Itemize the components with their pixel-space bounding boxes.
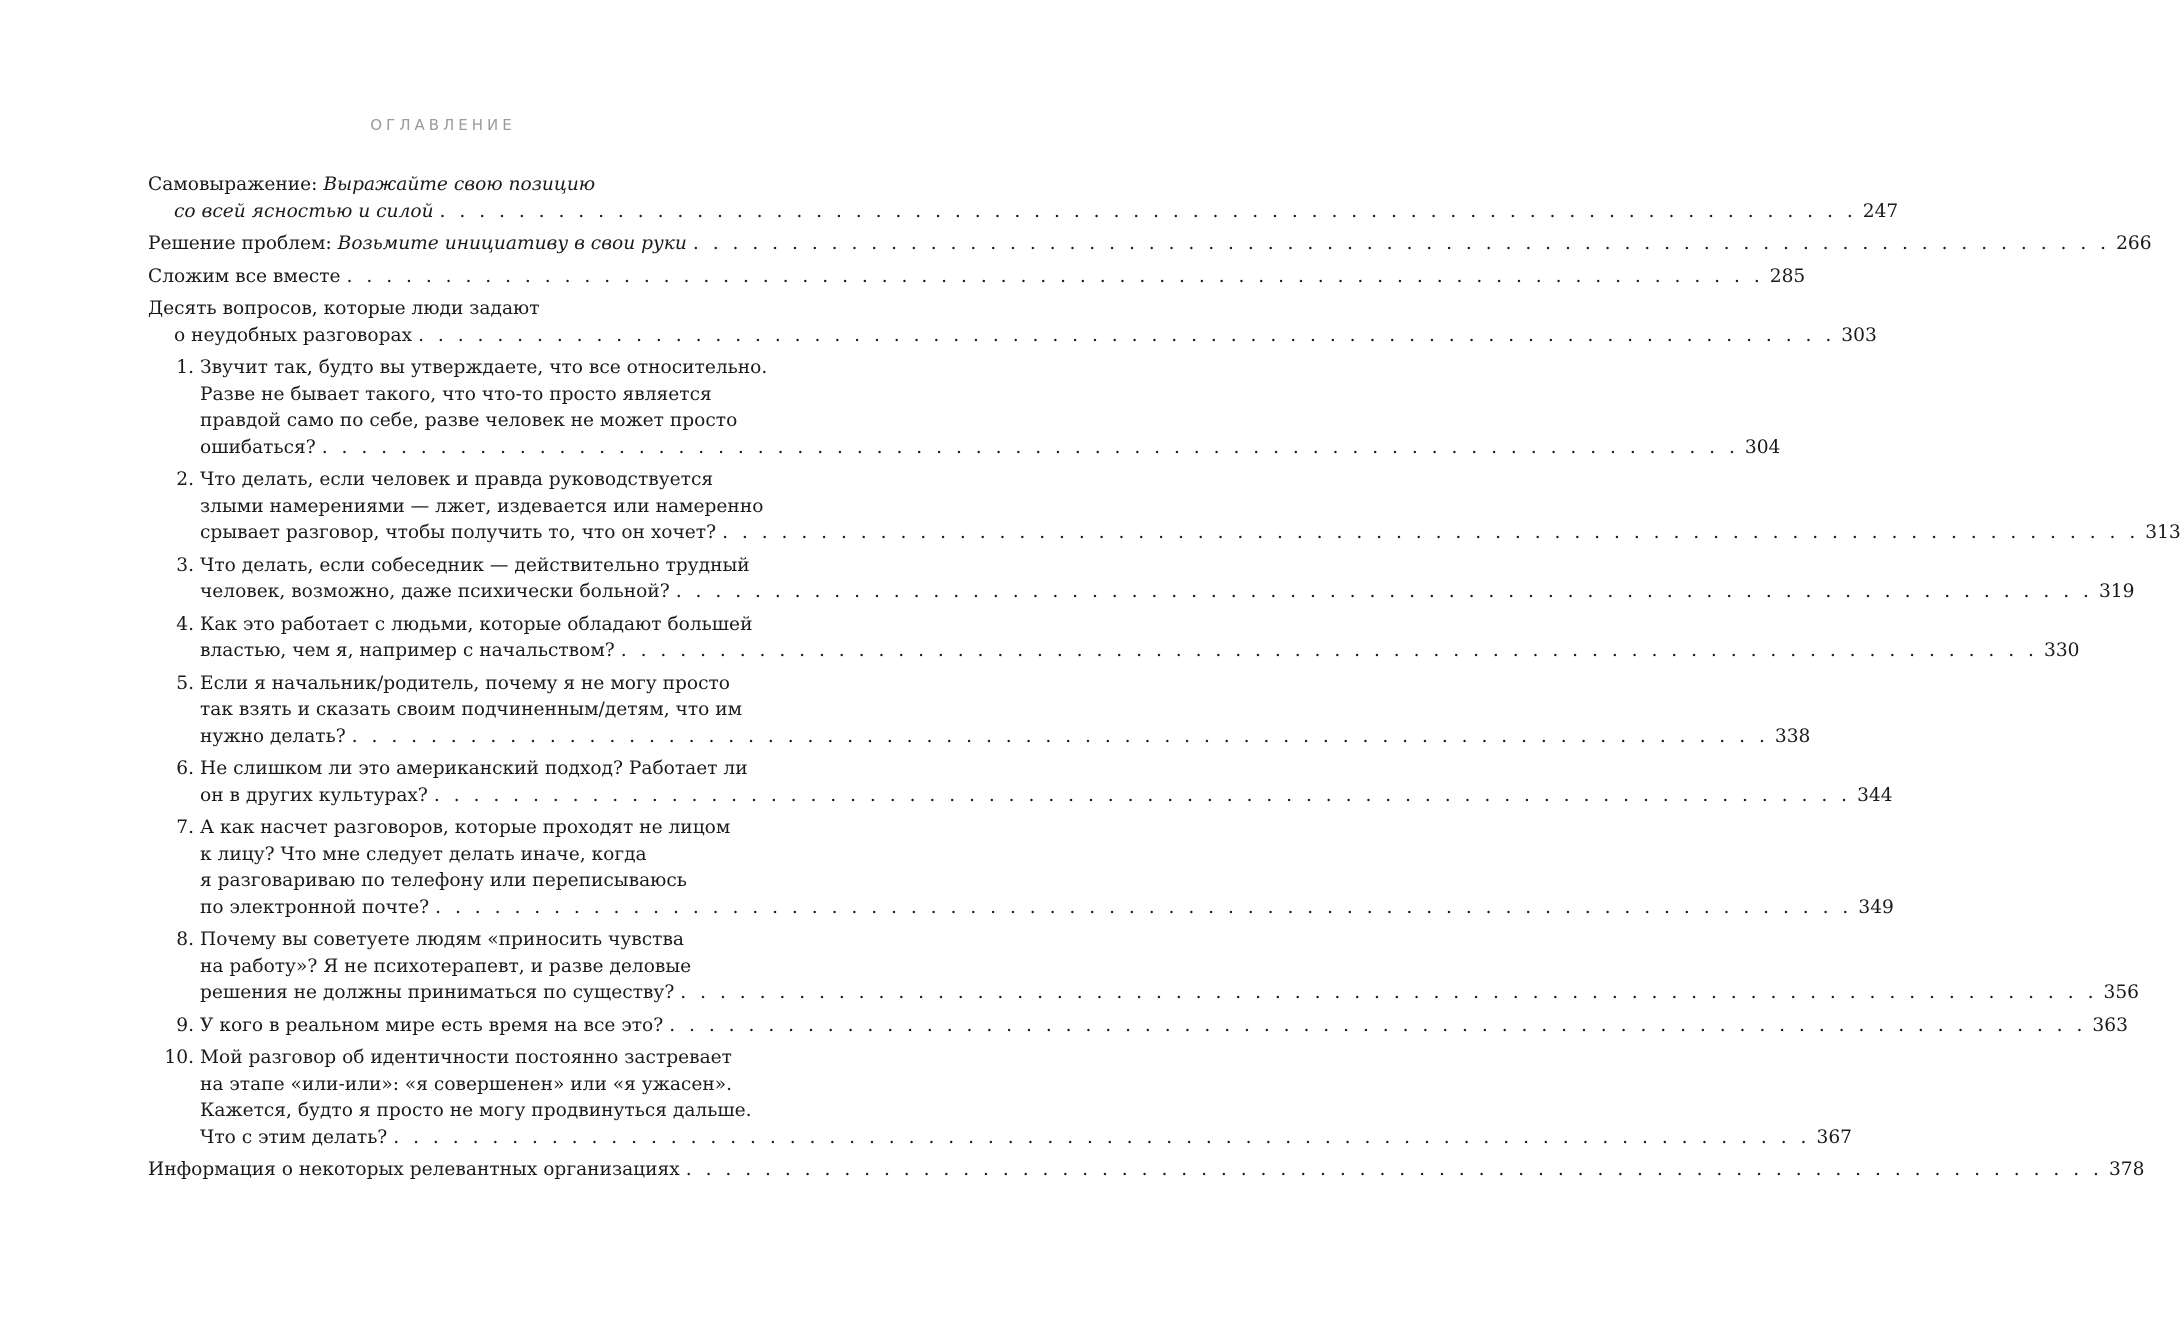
question-number: 1. xyxy=(176,357,194,378)
question-text: Что делать, если человек и правда руководствуется xyxy=(200,469,714,490)
question-text: он в других культурах? xyxy=(200,784,428,806)
toc-entry[interactable] xyxy=(148,296,1877,349)
page-number: 338 xyxy=(1774,725,1811,747)
dot-leader: . . . . . . . . . . . . . . . . . . . . . . . . . . . . . . . . . . . . . . . . . . . . . . . . . . . . . . . . . . . . . . . . . . . . . . . . xyxy=(620,640,2038,661)
question-text: срывает разговор, чтобы получить то, что он хочет? xyxy=(200,522,717,543)
question-text: Как это работает с людьми, которые обладают большей xyxy=(200,613,753,635)
question-text: к лицу? Что мне следует делать иначе, когда xyxy=(200,843,647,865)
question-text: Кажется, будто я просто не могу продвинуться дальше. xyxy=(200,1100,752,1121)
question-text: решения не должны приниматься по существу? xyxy=(200,982,675,1003)
toc-question-entry[interactable] xyxy=(148,553,2135,606)
question-text: А как насчет разговоров, которые проходят не лицом xyxy=(200,817,731,838)
question-text: У кого в реальном мире есть время на все это? xyxy=(200,1014,664,1036)
page-number: 349 xyxy=(1858,896,1894,918)
entry-subtitle: Выражайте свою позицию xyxy=(323,174,596,195)
page-number: 303 xyxy=(1841,324,1877,346)
page-number: 367 xyxy=(1816,1126,1852,1148)
toc-entry[interactable] xyxy=(148,264,1806,291)
page-number: 266 xyxy=(2116,233,2152,254)
question-text: на работу»? Я не психотерапевт, и разве деловые xyxy=(200,955,692,977)
page-number: 344 xyxy=(1857,784,1893,806)
toc-question-entry[interactable] xyxy=(148,467,2181,547)
question-text: человек, возможно, даже психически больной? xyxy=(200,581,670,602)
table-of-contents xyxy=(148,172,2181,1190)
question-text: Что делать, если собеседник — действительно трудный xyxy=(200,554,750,576)
question-text: ошибаться? xyxy=(200,436,316,458)
question-number: 3. xyxy=(176,554,194,576)
entry-subtitle: со всей ясностью и силой xyxy=(174,200,434,222)
question-text: Разве не бывает такого, что что-то просто является xyxy=(200,383,712,405)
dot-leader: . . . . . . . . . . . . . . . . . . . . . . . . . . . . . . . . . . . . . . . . . . . . . . . . . . . . . . . . . . . . . . . . . . . . . . . . xyxy=(669,1014,2087,1036)
question-text: на этапе «или-или»: «я совершенен» или «я ужасен». xyxy=(200,1073,733,1095)
question-text: по электронной почте? xyxy=(200,896,430,918)
toc-entry[interactable] xyxy=(148,231,2152,258)
dot-leader: . . . . . . . . . . . . . . . . . . . . . . . . . . . . . . . . . . . . . . . . . . . . . . . . . . . . . . . . . . . . . . . . . . . . . . . . xyxy=(722,522,2140,543)
entry-title: Самовыражение: xyxy=(148,174,324,195)
page-number: 304 xyxy=(1744,436,1781,458)
toc-question-entry[interactable] xyxy=(148,612,2080,665)
question-number: 7. xyxy=(176,817,194,838)
question-text: правдой само по себе, разве человек не может просто xyxy=(200,410,738,431)
page-number: 285 xyxy=(1769,265,1806,287)
entry-title: Десять вопросов, которые люди задают xyxy=(148,298,540,319)
dot-leader: . . . . . . . . . . . . . . . . . . . . . . . . . . . . . . . . . . . . . . . . . . . . . . . . . . . . . . . . . . . . . . . . . . . . . . . . xyxy=(433,784,1852,806)
question-text: Если я начальник/родитель, почему я не могу просто xyxy=(200,672,730,694)
dot-leader: . . . . . . . . . . . . . . . . . . . . . . . . . . . . . . . . . . . . . . . . . . . . . . . . . . . . . . . . . . . . . . . . . . . . . . . . xyxy=(692,233,2111,254)
question-number: 2. xyxy=(176,469,194,490)
dot-leader: . . . . . . . . . . . . . . . . . . . . . . . . . . . . . . . . . . . . . . . . . . . . . . . . . . . . . . . . . . . . . . . . . . . . . . . . xyxy=(418,324,1836,346)
question-number: 10. xyxy=(164,1047,194,1068)
question-text: Не слишком ли это американский подход? Работает ли xyxy=(200,758,748,779)
question-number: 8. xyxy=(176,929,194,950)
question-text: нужно делать? xyxy=(200,725,346,747)
question-text: так взять и сказать своим подчиненным/детям, что им xyxy=(200,699,743,720)
page-number: 378 xyxy=(2108,1159,2145,1180)
toc-question-entry[interactable] xyxy=(148,355,1781,461)
question-text: Почему вы советуете людям «приносить чувства xyxy=(200,929,684,950)
toc-question-entry[interactable] xyxy=(148,927,2139,1007)
toc-question-entry[interactable] xyxy=(148,756,1893,809)
question-list xyxy=(148,355,2181,1151)
entry-title: Решение проблем: xyxy=(148,233,338,254)
page-number: 363 xyxy=(2092,1014,2128,1036)
dot-leader: . . . . . . . . . . . . . . . . . . . . . . . . . . . . . . . . . . . . . . . . . . . . . . . . . . . . . . . . . . . . . . . . . . . . . . . . xyxy=(680,982,2098,1003)
entry-subtitle: Возьмите инициативу в свои руки xyxy=(337,233,687,254)
entry-title: Информация о некоторых релевантных организациях xyxy=(148,1159,680,1180)
toc-question-entry[interactable] xyxy=(148,815,1894,921)
question-number: 9. xyxy=(176,1014,194,1036)
dot-leader: . . . . . . . . . . . . . . . . . . . . . . . . . . . . . . . . . . . . . . . . . . . . . . . . . . . . . . . . . . . . . . . . . . . . . . . . xyxy=(321,436,1739,458)
toc-entry[interactable] xyxy=(148,1157,2145,1184)
entry-title: о неудобных разговорах xyxy=(174,324,413,346)
question-number: 4. xyxy=(176,613,194,635)
page-title: ОГЛАВЛЕНИЕ xyxy=(370,116,516,134)
question-text: Мой разговор об идентичности постоянно застревает xyxy=(200,1047,732,1068)
entry-title: Сложим все вместе xyxy=(148,265,341,287)
page-number: 247 xyxy=(1862,200,1899,222)
dot-leader: . . . . . . . . . . . . . . . . . . . . . . . . . . . . . . . . . . . . . . . . . . . . . . . . . . . . . . . . . . . . . . . . . . . . . . . . xyxy=(435,896,1853,918)
page-number: 330 xyxy=(2043,640,2080,661)
toc-question-entry[interactable] xyxy=(148,1013,2128,1040)
dot-leader: . . . . . . . . . . . . . . . . . . . . . . . . . . . . . . . . . . . . . . . . . . . . . . . . . . . . . . . . . . . . . . . . . . . . . . . . xyxy=(439,200,1857,222)
question-number: 5. xyxy=(176,672,194,694)
question-text: злыми намерениями — лжет, издевается или намеренно xyxy=(200,495,764,517)
question-text: Звучит так, будто вы утверждаете, что все относительно. xyxy=(200,357,768,378)
question-text: Что с этим делать? xyxy=(200,1126,388,1148)
dot-leader: . . . . . . . . . . . . . . . . . . . . . . . . . . . . . . . . . . . . . . . . . . . . . . . . . . . . . . . . . . . . . . . . . . . . . . . . xyxy=(346,265,1764,287)
toc-question-entry[interactable] xyxy=(148,1045,1852,1151)
page-number: 313 xyxy=(2145,522,2181,543)
page-number: 356 xyxy=(2103,982,2139,1003)
toc-entry[interactable] xyxy=(148,172,1899,225)
page-number: 319 xyxy=(2098,581,2135,602)
dot-leader: . . . . . . . . . . . . . . . . . . . . . . . . . . . . . . . . . . . . . . . . . . . . . . . . . . . . . . . . . . . . . . . . . . . . . . . . xyxy=(675,581,2093,602)
question-number: 6. xyxy=(176,758,194,779)
question-text: я разговариваю по телефону или переписываюсь xyxy=(200,870,687,891)
question-text: властью, чем я, например с начальством? xyxy=(200,640,615,661)
dot-leader: . . . . . . . . . . . . . . . . . . . . . . . . . . . . . . . . . . . . . . . . . . . . . . . . . . . . . . . . . . . . . . . . . . . . . . . . xyxy=(351,725,1769,747)
toc-question-entry[interactable] xyxy=(148,671,1811,751)
dot-leader: . . . . . . . . . . . . . . . . . . . . . . . . . . . . . . . . . . . . . . . . . . . . . . . . . . . . . . . . . . . . . . . . . . . . . . . . xyxy=(685,1159,2103,1180)
dot-leader: . . . . . . . . . . . . . . . . . . . . . . . . . . . . . . . . . . . . . . . . . . . . . . . . . . . . . . . . . . . . . . . . . . . . . . . . xyxy=(393,1126,1811,1148)
